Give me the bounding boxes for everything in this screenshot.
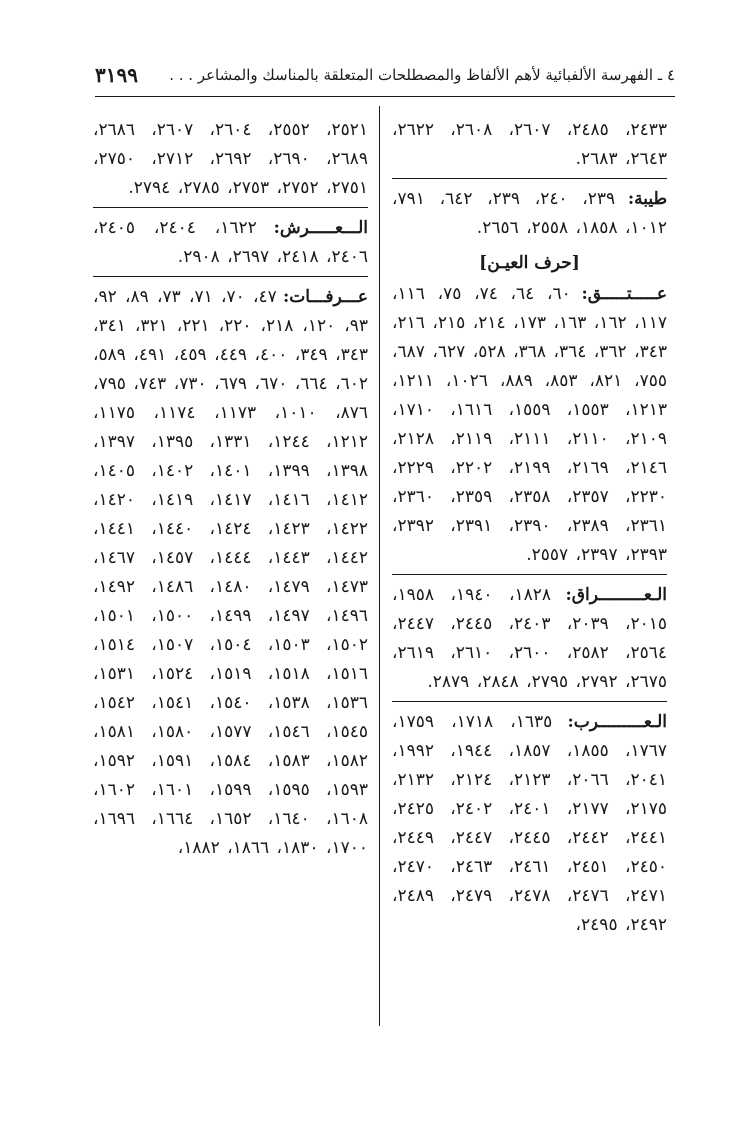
page-number: ٣١٩٩ xyxy=(95,63,138,87)
entry-term: عـــــتـــــق: xyxy=(581,284,668,304)
entry-numbers: ١٦٢٢، ٢٤٠٤، ٢٤٠٥، ٢٤٠٦، ٢٤١٨، ٢٦٩٧، ٢٩٠٨. xyxy=(93,218,368,267)
entry-numbers: ٢٣٩، ٢٤٠، ٢٣٩، ٦٤٢، ٧٩١، ١٠١٢، ١٨٥٨، ٢٥٥٨، ٢٦٥٦. xyxy=(392,189,667,238)
entry-term: الـعـــــــــراق: xyxy=(565,585,667,605)
entry-term: الـــعـــــرش: xyxy=(273,218,368,238)
entry-term: عـــرفـــات: xyxy=(283,287,369,307)
entry-numbers: ١٦٣٥، ١٧١٨، ١٧٥٩، ١٧٦٧، ١٨٥٥، ١٨٥٧، ١٩٤٤، ١٩٩٢، ٢٠٤١، ٢٠٦٦، ٢١٢٣، ٢١٢٤، ٢١٣٢، ٢١٧٥، ٢١٧٧، ٢٤٠١، ٢٤٠٢، ٢٤٢٥، ٢٤٤١، ٢٤٤٢، ٢٤٤٥، ٢٤٤٧، ٢٤٤٩، ٢٤٥٠، ٢٤٥١، ٢٤٦١، ٢٤٦٣، ٢٤٧٠، ٢٤٧١، ٢٤٧٦، ٢٤٧٨، ٢٤٧٩، ٢٤٨٩، ٢٤٩٢، ٢٤٩٥، xyxy=(392,712,668,935)
entry-numbers: ٤٧، ٧٠، ٧١، ٧٣، ٨٩، ٩٢، ٩٣، ١٢٠، ٢١٨، ٢٢٠، ٢٢١، ٣٢١، ٣٤١، ٣٤٣، ٣٤٩، ٤٠٠، ٤٤٩، ٤٥٩، ٤٩١، ٥٨٩، ٦٠٢، ٦٦٤، ٦٧٠، ٦٧٩، ٧٣٠، ٧٤٣، ٧٩٥، ٨٧٦، ١٠١٠، ١١٧٣، ١١٧٤، ١١٧٥، ١٢١٢، ١٢٤٤، ١٣٣١، ١٣٩٥، ١٣٩٧، ١٣٩٨، ١٣٩٩، ١٤٠١، ١٤٠٢، ١٤٠٥، ١٤١٢، ١٤١٦، ١٤١٧، ١٤١٩، ١٤٢٠، ١٤٢٢، ١٤٢٣، ١٤٢٤، ١٤٤٠، ١٤٤١، ١٤٤٢، ١٤٤٣، ١٤٤٤، ١٤٥٧، ١٤٦٧، ١٤٧٣، ١٤٧٩، ١٤٨٠، ١٤٨٦، ١٤٩٢، ١٤٩٦، ١٤٩٧، ١٤٩٩، ١٥٠٠، ١٥٠١، ١٥٠٢، ١٥٠٣، ١٥٠٤، ١٥٠٧، ١٥١٤، ١٥١٦، ١٥١٨، ١٥١٩، ١٥٢٤، ١٥٣١، ١٥٣٦، ١٥٣٨، ١٥٤٠، ١٥٤١، ١٥٤٢، ١٥٤٥، ١٥٤٦، ١٥٧٧، ١٥٨٠، ١٥٨١، ١٥٨٢، ١٥٨٣، ١٥٨٤، ١٥٩١، ١٥٩٢، ١٥٩٣، ١٥٩٥، ١٥٩٩، ١٦٠١، ١٦٠٢، ١٦٠٨، ١٦٤٠، ١٦٥٢، ١٦٦٤، ١٦٩٦، ١٧٠٠، ١٨٣٠، ١٨٦٦، ١٨٨٢، xyxy=(93,287,369,858)
index-entry xyxy=(392,185,667,243)
left-column xyxy=(93,116,368,863)
index-entry xyxy=(93,214,368,272)
index-entry xyxy=(93,283,368,863)
right-continuation: ٢٤٣٣، ٢٤٨٥، ٢٦٠٧، ٢٦٠٨، ٢٦٢٢، ٢٦٤٣، ٢٦٨٣. xyxy=(392,120,668,169)
entry-numbers: ٦٠، ٦٤، ٧٤، ٧٥، ١١٦، ١١٧، ١٦٢، ١٦٣، ١٧٣، ٢١٤، ٢١٥، ٢١٦، ٣٤٣، ٣٦٢، ٣٦٤، ٣٦٨، ٥٢٨، ٦٢٧، ٦٨٧، ٧٥٥، ٨٢١، ٨٥٣، ٨٨٩، ١٠٢٦، ١٢١١، ١٢١٣، ١٥٥٣، ١٥٥٩، ١٦١٦، ١٧١٠، ٢١٠٩، ٢١١٠، ٢١١١، ٢١١٩، ٢١٢٨، ٢١٤٦، ٢١٦٩، ٢١٩٩، ٢٢٠٢، ٢٢٢٩، ٢٢٣٠، ٢٣٥٧، ٢٣٥٨، ٢٣٥٩، ٢٣٦٠، ٢٣٦١، ٢٣٨٩، ٢٣٩٠، ٢٣٩١، ٢٣٩٢، ٢٣٩٣، ٢٣٩٧، ٢٥٥٧. xyxy=(392,284,668,565)
entry-term: طيبة: xyxy=(627,189,668,209)
column-divider xyxy=(379,106,380,1026)
left-continuation: ٢٥٢١، ٢٥٥٢، ٢٦٠٤، ٢٦٠٧، ٢٦٨٦، ٢٦٨٩، ٢٦٩٠، ٢٦٩٢، ٢٧١٢، ٢٧٥٠، ٢٧٥١، ٢٧٥٢، ٢٧٥٣، ٢٧٨٥، ٢٧٩٤. xyxy=(93,120,369,198)
entry-separator xyxy=(392,574,667,575)
header-rule xyxy=(95,96,675,97)
index-entry xyxy=(392,280,667,570)
entry-separator xyxy=(93,276,368,277)
entry-separator xyxy=(93,207,368,208)
running-title: ٤ ـ الفهرسة الألفبائية لأهم الألفاظ والمصطلحات المتعلقة بالمناسك والمشاعر . . . xyxy=(169,66,675,84)
entry-numbers: ١٨٢٨، ١٩٤٠، ١٩٥٨، ٢٠١٥، ٢٠٣٩، ٢٤٠٣، ٢٤٤٥، ٢٤٤٧، ٢٥٦٤، ٢٥٨٢، ٢٦٠٠، ٢٦١٠، ٢٦١٩، ٢٦٧٥، ٢٧٩٢، ٢٧٩٥، ٢٨٤٨، ٢٨٧٩. xyxy=(392,585,668,692)
section-heading: [حرف العيـن] xyxy=(479,253,580,273)
index-entry xyxy=(392,708,667,940)
right-column xyxy=(392,116,667,940)
entry-term: الـعـــــــــرب: xyxy=(567,712,668,732)
page-header xyxy=(95,60,675,90)
entry-separator xyxy=(392,178,667,179)
index-entry xyxy=(392,581,667,697)
entry-separator xyxy=(392,701,667,702)
